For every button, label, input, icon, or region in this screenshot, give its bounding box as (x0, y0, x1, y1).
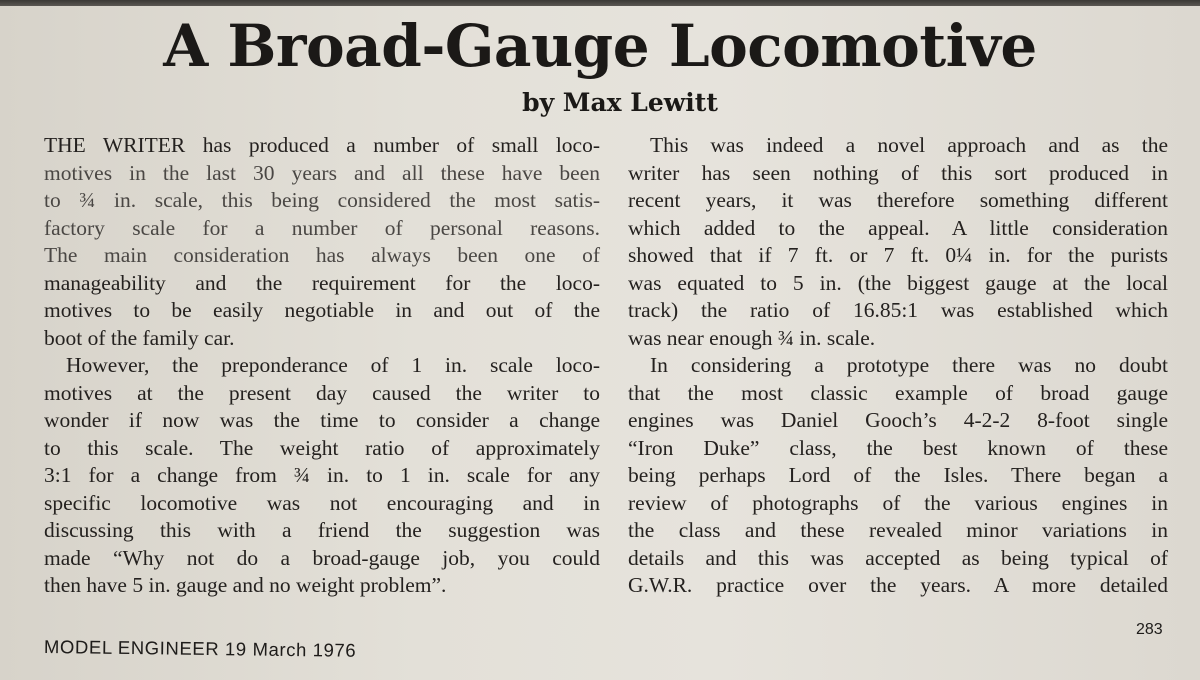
text-line: was near enough ¾ in. scale. (628, 325, 876, 350)
text-line: showed that if 7 ft. or 7 ft. 0¼ in. for the purists (628, 243, 1168, 267)
text-line: being perhaps Lord of the Isles. There began a (628, 463, 1168, 487)
text-column-left (44, 132, 600, 600)
text-line: then have 5 in. gauge and no weight problem”. (44, 573, 447, 597)
text-line: THE WRITER has produced a number of small loco- (44, 133, 600, 157)
text-column-right (628, 132, 1168, 600)
text-line: recent years, it was therefore something different (628, 188, 1168, 212)
text-line: The main consideration has always been one of (44, 243, 600, 267)
text-line: wonder if now was the time to consider a change (44, 408, 600, 432)
text-line: manageability and the requirement for the loco- (44, 270, 600, 295)
text-line: engines was Daniel Gooch’s 4-2-2 8-foot single (628, 408, 1168, 432)
text-line: In considering a prototype there was no doubt (650, 353, 1168, 377)
text-line: “Iron Duke” class, the best known of these (628, 435, 1168, 460)
text-line: specific locomotive was not encouraging and in (44, 490, 600, 515)
article-title: A Broad-Gauge Locomotive (163, 12, 1037, 80)
text-line: that the most classic example of broad gauge (628, 380, 1168, 405)
text-line: motives in the last 30 years and all these have been (44, 160, 600, 185)
text-line: writer has seen nothing of this sort produced in (628, 160, 1168, 185)
text-line: the class and these revealed minor variations in (628, 518, 1168, 542)
text-line: This was indeed a novel approach and as the (650, 133, 1168, 157)
text-line: factory scale for a number of personal reasons. (44, 215, 600, 240)
text-line: discussing this with a friend the suggestion was (44, 518, 600, 542)
text-line: to ¾ in. scale, this being considered the most satis- (44, 188, 600, 212)
text-line: motives at the present day caused the writer to (44, 380, 600, 405)
text-line: However, the preponderance of 1 in. scale loco- (66, 353, 600, 377)
article-byline: by Max Lewitt (522, 88, 718, 117)
page-number: 283 (1136, 621, 1163, 638)
publication-footer: MODEL ENGINEER 19 March 1976 (43, 636, 357, 661)
text-line: made “Why not do a broad-gauge job, you could (44, 545, 600, 570)
text-line: boot of the family car. (44, 325, 235, 350)
text-line: motives to be easily negotiable in and out of the (44, 298, 600, 322)
text-line: was equated to 5 in. (the biggest gauge at the local (628, 270, 1168, 295)
text-line: G.W.R. practice over the years. A more detailed (628, 573, 1168, 597)
text-line: 3:1 for a change from ¾ in. to 1 in. scale for any (44, 463, 600, 487)
text-line: which added to the appeal. A little consideration (628, 215, 1168, 240)
text-line: details and this was accepted as being typical of (628, 545, 1168, 570)
text-line: to this scale. The weight ratio of approximately (44, 435, 600, 460)
top-rule (0, 0, 1200, 6)
text-line: track) the ratio of 16.85:1 was established which (628, 298, 1168, 322)
text-line: review of photographs of the various engines in (628, 490, 1168, 515)
